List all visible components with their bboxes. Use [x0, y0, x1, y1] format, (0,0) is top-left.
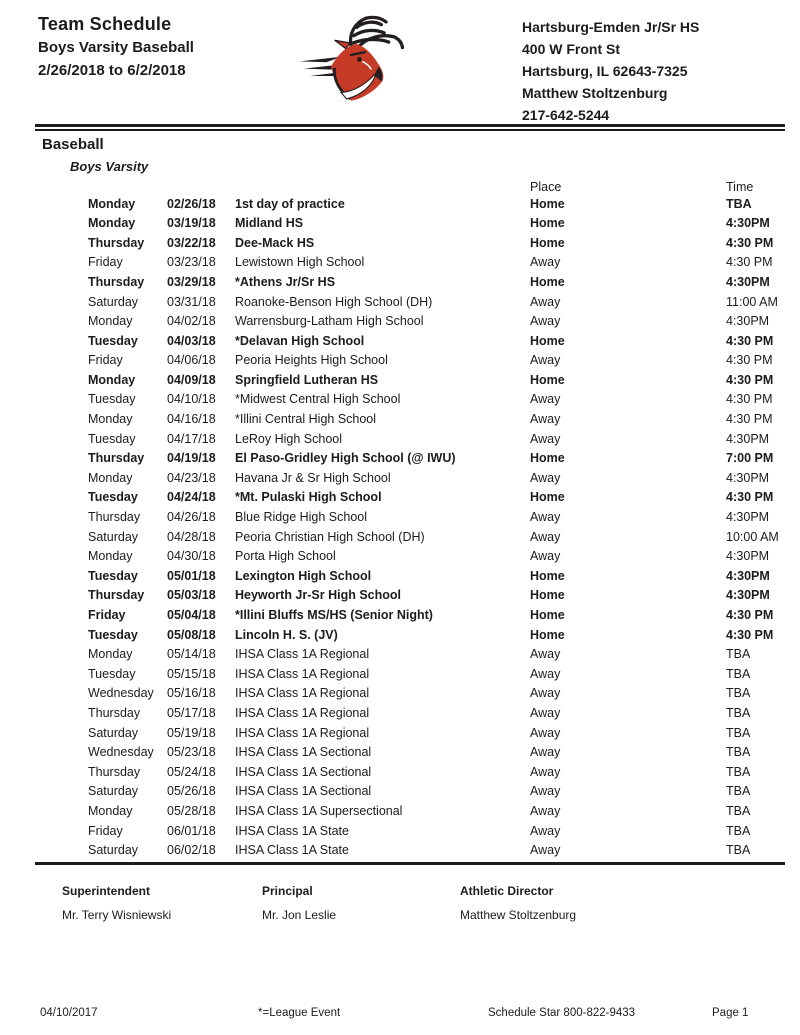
- school-name: Hartsburg-Emden Jr/Sr HS: [522, 19, 700, 35]
- cell-place: Away: [530, 686, 561, 701]
- cell-event: Porta High School: [235, 549, 336, 564]
- schedule-row: [35, 762, 785, 782]
- schedule-row: [35, 253, 785, 273]
- col-time-header: Time: [726, 179, 754, 194]
- cell-date: 05/03/18: [167, 588, 216, 603]
- cell-event: IHSA Class 1A State: [235, 843, 349, 858]
- cell-time: TBA: [726, 745, 751, 760]
- cell-place: Away: [530, 294, 561, 309]
- schedule-row: [35, 625, 785, 645]
- cell-event: *Delavan High School: [235, 333, 365, 348]
- cell-place: Away: [530, 705, 561, 720]
- schedule-row: [35, 351, 785, 371]
- official-name: Mr. Jon Leslie: [262, 908, 337, 922]
- official-name: Matthew Stoltzenburg: [460, 908, 577, 922]
- cell-event: *Illini Bluffs MS/HS (Senior Night): [235, 608, 433, 623]
- cell-time: 4:30 PM: [726, 235, 774, 250]
- cell-date: 04/30/18: [167, 549, 216, 564]
- cell-day: Monday: [88, 314, 133, 329]
- cell-place: Away: [530, 470, 561, 485]
- schedule-row: [35, 312, 785, 332]
- header-divider: [35, 124, 785, 131]
- schedule-row: [35, 292, 785, 312]
- schedule-row: [35, 527, 785, 547]
- schedule-table-rows: [35, 194, 785, 860]
- schedule-row: [35, 664, 785, 684]
- official-title: Superintendent: [62, 884, 151, 898]
- cell-time: 4:30PM: [726, 431, 770, 446]
- cell-date: 04/16/18: [167, 412, 216, 427]
- cell-date: 04/24/18: [167, 490, 216, 505]
- schedule-row: [35, 841, 785, 861]
- schedule-row: [35, 449, 785, 469]
- cell-day: Saturday: [88, 294, 139, 309]
- cell-day: Saturday: [88, 784, 139, 799]
- cell-place: Away: [530, 784, 561, 799]
- cell-event: IHSA Class 1A State: [235, 823, 349, 838]
- cell-day: Thursday: [88, 451, 145, 466]
- cell-place: Home: [530, 372, 565, 387]
- cell-place: Away: [530, 823, 561, 838]
- cell-event: Peoria Heights High School: [235, 353, 388, 368]
- cell-day: Thursday: [88, 764, 141, 779]
- cell-day: Tuesday: [88, 490, 138, 505]
- cell-time: 7:00 PM: [726, 451, 774, 466]
- cell-date: 04/26/18: [167, 510, 216, 525]
- cell-time: 4:30 PM: [726, 490, 774, 505]
- schedule-row: [35, 547, 785, 567]
- cell-place: Home: [530, 568, 565, 583]
- cell-event: IHSA Class 1A Supersectional: [235, 803, 403, 818]
- cell-date: 05/24/18: [167, 764, 216, 779]
- cell-time: 4:30PM: [726, 216, 770, 231]
- cell-place: Home: [530, 451, 565, 466]
- cell-time: 4:30 PM: [726, 255, 773, 270]
- cell-day: Friday: [88, 823, 123, 838]
- cell-date: 05/19/18: [167, 725, 216, 740]
- cell-event: *Midwest Central High School: [235, 392, 401, 407]
- cell-place: Away: [530, 843, 561, 858]
- cell-date: 04/17/18: [167, 431, 216, 446]
- cell-event: IHSA Class 1A Sectional: [235, 784, 372, 799]
- cell-date: 04/09/18: [167, 372, 216, 387]
- cell-event: Dee-Mack HS: [235, 235, 315, 250]
- cell-time: 4:30PM: [726, 470, 770, 485]
- cell-event: Lewistown High School: [235, 255, 365, 270]
- cell-date: 04/23/18: [167, 470, 216, 485]
- schedule-row: [35, 468, 785, 488]
- cell-time: TBA: [726, 784, 751, 799]
- cell-place: Home: [530, 216, 565, 231]
- cell-time: TBA: [726, 196, 752, 211]
- cell-place: Away: [530, 549, 561, 564]
- date-range: 2/26/2018 to 6/2/2018: [38, 62, 186, 79]
- cell-day: Monday: [88, 470, 133, 485]
- cell-day: Monday: [88, 803, 133, 818]
- cell-time: 4:30 PM: [726, 353, 773, 368]
- schedule-row: [35, 605, 785, 625]
- cell-place: Away: [530, 529, 561, 544]
- cell-day: Saturday: [88, 725, 139, 740]
- cell-event: LeRoy High School: [235, 431, 343, 446]
- cell-place: Away: [530, 666, 561, 681]
- school-phone: 217-642-5244: [522, 107, 610, 123]
- cell-place: Away: [530, 314, 561, 329]
- cell-day: Thursday: [88, 705, 141, 720]
- schedule-row: [35, 645, 785, 665]
- cell-time: 4:30 PM: [726, 412, 773, 427]
- table-bottom-divider: [35, 862, 785, 865]
- cell-event: Warrensburg-Latham High School: [235, 314, 424, 329]
- cell-date: 04/10/18: [167, 392, 216, 407]
- cell-time: 4:30 PM: [726, 372, 774, 387]
- cell-day: Thursday: [88, 588, 145, 603]
- cell-event: Blue Ridge High School: [235, 510, 368, 525]
- header-left: [38, 14, 194, 79]
- cell-date: 05/14/18: [167, 647, 216, 662]
- cell-day: Tuesday: [88, 568, 138, 583]
- footer-date: 04/10/2017: [40, 1007, 98, 1019]
- cell-date: 05/17/18: [167, 705, 216, 720]
- cell-place: Away: [530, 764, 561, 779]
- cell-place: Away: [530, 255, 561, 270]
- schedule-row: [35, 684, 785, 704]
- cell-day: Saturday: [88, 843, 139, 858]
- cell-date: 04/06/18: [167, 353, 216, 368]
- cell-place: Away: [530, 803, 561, 818]
- cell-time: TBA: [726, 843, 751, 858]
- cell-day: Monday: [88, 372, 136, 387]
- cell-day: Friday: [88, 353, 123, 368]
- cell-event: Roanoke-Benson High School (DH): [235, 294, 433, 309]
- cell-time: 4:30 PM: [726, 627, 774, 642]
- schedule-row: [35, 782, 785, 802]
- stag-mascot-logo-icon: [298, 12, 408, 107]
- cell-day: Wednesday: [88, 745, 154, 760]
- cell-place: Home: [530, 196, 565, 211]
- cell-place: Home: [530, 608, 565, 623]
- cell-date: 05/01/18: [167, 568, 216, 583]
- official-title: Principal: [262, 884, 313, 898]
- cell-date: 05/04/18: [167, 608, 216, 623]
- schedule-row: [35, 331, 785, 351]
- cell-date: 04/02/18: [167, 314, 216, 329]
- sport-heading: Baseball: [42, 136, 104, 153]
- official-title: Athletic Director: [460, 884, 554, 898]
- schedule-row: [35, 410, 785, 430]
- cell-event: Peoria Christian High School (DH): [235, 529, 425, 544]
- cell-time: TBA: [726, 666, 751, 681]
- cell-day: Wednesday: [88, 686, 154, 701]
- schedule-row: [35, 821, 785, 841]
- cell-event: 1st day of practice: [235, 196, 345, 211]
- cell-place: Home: [530, 627, 565, 642]
- schedule-row: [35, 233, 785, 253]
- cell-date: 05/16/18: [167, 686, 216, 701]
- cell-time: TBA: [726, 725, 751, 740]
- cell-place: Away: [530, 647, 561, 662]
- cell-time: TBA: [726, 803, 751, 818]
- cell-time: TBA: [726, 705, 751, 720]
- cell-time: 4:30 PM: [726, 608, 774, 623]
- cell-time: 10:00 AM: [726, 529, 779, 544]
- cell-date: 05/23/18: [167, 745, 216, 760]
- cell-event: *Illini Central High School: [235, 412, 377, 427]
- cell-time: 4:30 PM: [726, 392, 773, 407]
- cell-date: 04/19/18: [167, 451, 216, 466]
- official-name: Mr. Terry Wisniewski: [62, 908, 172, 922]
- cell-event: El Paso-Gridley High School (@ IWU): [235, 451, 456, 466]
- schedule-row: [35, 801, 785, 821]
- school-address: 400 W Front St: [522, 41, 621, 57]
- schedule-row: [35, 586, 785, 606]
- schedule-row: [35, 370, 785, 390]
- cell-date: 05/26/18: [167, 784, 216, 799]
- cell-day: Thursday: [88, 510, 141, 525]
- cell-event: IHSA Class 1A Regional: [235, 705, 370, 720]
- cell-time: TBA: [726, 647, 751, 662]
- schedule-row: [35, 743, 785, 763]
- schedule-row: [35, 488, 785, 508]
- cell-day: Friday: [88, 255, 123, 270]
- schedule-row: [35, 723, 785, 743]
- cell-day: Monday: [88, 196, 136, 211]
- team-heading: Boys Varsity: [70, 159, 149, 174]
- cell-event: *Mt. Pulaski High School: [235, 490, 382, 505]
- cell-date: 02/26/18: [167, 196, 216, 211]
- schedule-row: [35, 272, 785, 292]
- page-title: Team Schedule: [38, 14, 172, 34]
- schedule-table: [35, 180, 785, 860]
- cell-event: IHSA Class 1A Regional: [235, 666, 370, 681]
- cell-place: Away: [530, 431, 561, 446]
- cell-event: IHSA Class 1A Regional: [235, 725, 370, 740]
- cell-date: 05/08/18: [167, 627, 216, 642]
- cell-day: Monday: [88, 647, 133, 662]
- cell-event: *Athens Jr/Sr HS: [235, 274, 336, 289]
- cell-day: Tuesday: [88, 627, 138, 642]
- cell-place: Home: [530, 490, 565, 505]
- cell-date: 06/01/18: [167, 823, 216, 838]
- cell-day: Thursday: [88, 274, 145, 289]
- cell-place: Away: [530, 510, 561, 525]
- cell-event: Lincoln H. S. (JV): [235, 627, 338, 642]
- cell-date: 05/28/18: [167, 803, 216, 818]
- cell-time: 4:30PM: [726, 274, 770, 289]
- cell-time: 4:30PM: [726, 510, 770, 525]
- cell-time: 4:30PM: [726, 314, 770, 329]
- cell-date: 04/03/18: [167, 333, 216, 348]
- cell-event: IHSA Class 1A Regional: [235, 686, 370, 701]
- cell-place: Home: [530, 333, 565, 348]
- cell-day: Saturday: [88, 529, 139, 544]
- cell-event: Heyworth Jr-Sr High School: [235, 588, 401, 603]
- cell-time: 4:30PM: [726, 588, 770, 603]
- cell-day: Monday: [88, 549, 133, 564]
- col-place-header: Place: [530, 179, 562, 194]
- cell-place: Away: [530, 353, 561, 368]
- cell-event: IHSA Class 1A Regional: [235, 647, 370, 662]
- schedule-header-row: [35, 180, 785, 194]
- footer-vendor: Schedule Star 800-822-9433: [488, 1007, 636, 1019]
- schedule-row: [35, 194, 785, 214]
- school-info: [522, 16, 699, 126]
- cell-day: Monday: [88, 216, 136, 231]
- cell-event: Havana Jr & Sr High School: [235, 470, 391, 485]
- cell-place: Away: [530, 412, 561, 427]
- cell-place: Home: [530, 274, 565, 289]
- cell-date: 03/29/18: [167, 274, 216, 289]
- cell-event: IHSA Class 1A Sectional: [235, 764, 372, 779]
- schedule-row: [35, 566, 785, 586]
- schedule-row: [35, 508, 785, 528]
- schedule-row: [35, 703, 785, 723]
- cell-event: Lexington High School: [235, 568, 372, 583]
- cell-time: TBA: [726, 823, 751, 838]
- cell-day: Tuesday: [88, 333, 138, 348]
- cell-time: 11:00 AM: [726, 294, 778, 309]
- cell-date: 05/15/18: [167, 666, 216, 681]
- cell-place: Home: [530, 235, 565, 250]
- schedule-row: [35, 214, 785, 234]
- cell-date: 03/23/18: [167, 255, 216, 270]
- cell-date: 03/31/18: [167, 294, 216, 309]
- cell-date: 03/22/18: [167, 235, 216, 250]
- cell-date: 04/28/18: [167, 529, 216, 544]
- school-city: Hartsburg, IL 62643-7325: [522, 63, 688, 79]
- schedule-row: [35, 390, 785, 410]
- cell-place: Away: [530, 392, 561, 407]
- cell-place: Away: [530, 725, 561, 740]
- team-subtitle: Boys Varsity Baseball: [38, 39, 194, 56]
- cell-time: 4:30 PM: [726, 333, 774, 348]
- cell-place: Home: [530, 588, 565, 603]
- cell-time: 4:30PM: [726, 549, 770, 564]
- cell-time: 4:30PM: [726, 568, 770, 583]
- footer-page: Page 1: [712, 1007, 749, 1019]
- cell-day: Tuesday: [88, 431, 136, 446]
- cell-day: Thursday: [88, 235, 145, 250]
- footer-legend: *=League Event: [258, 1007, 341, 1019]
- cell-event: IHSA Class 1A Sectional: [235, 745, 372, 760]
- schedule-row: [35, 429, 785, 449]
- cell-event: Midland HS: [235, 216, 304, 231]
- cell-event: Springfield Lutheran HS: [235, 372, 379, 387]
- cell-date: 03/19/18: [167, 216, 216, 231]
- cell-day: Friday: [88, 608, 126, 623]
- cell-place: Away: [530, 745, 561, 760]
- cell-time: TBA: [726, 764, 751, 779]
- cell-day: Monday: [88, 412, 133, 427]
- school-contact: Matthew Stoltzenburg: [522, 85, 668, 101]
- cell-day: Tuesday: [88, 666, 136, 681]
- cell-date: 06/02/18: [167, 843, 216, 858]
- cell-time: TBA: [726, 686, 751, 701]
- cell-day: Tuesday: [88, 392, 136, 407]
